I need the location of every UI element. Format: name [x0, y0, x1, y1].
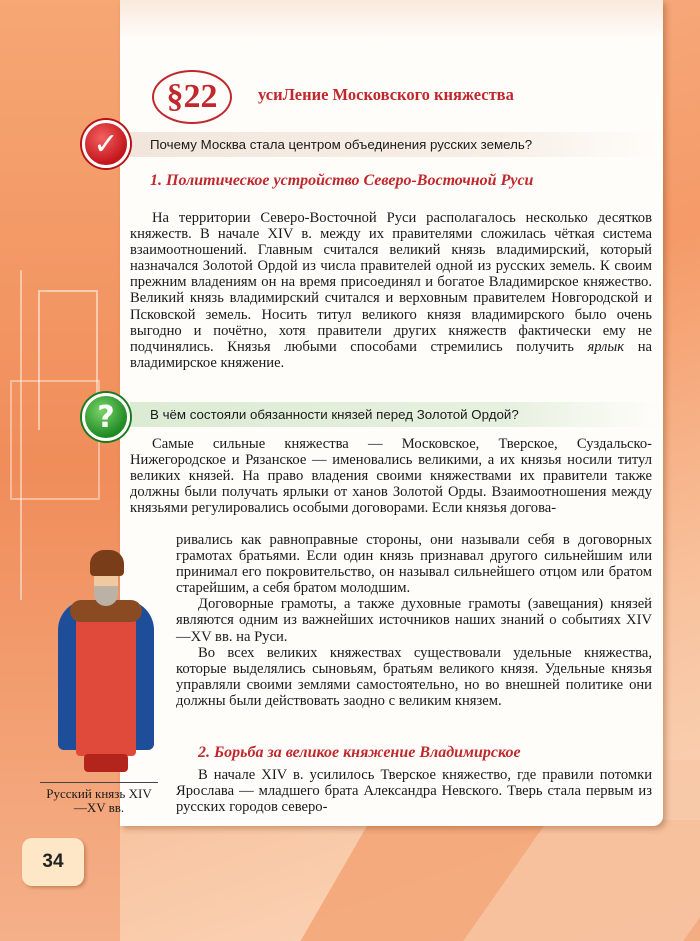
- section-1-paragraph-3: Договорные грамоты, а также духовные грамоты (завещания) князей являются одним из важнейших источников наших знаний о событиях XIV—XV вв. на Руси.: [176, 596, 652, 645]
- prince-coat: [76, 606, 136, 756]
- background-sketch-wall: [10, 380, 100, 500]
- paragraph-number-badge: §22: [152, 70, 232, 124]
- section-2-paragraph-1: В начале XIV в. усилилось Тверское княжество, где правили потомки Ярослава — младшего брата Александра Невского. Тверь стала первым из русских городов северо-: [176, 767, 652, 816]
- page-top-fade: [120, 0, 663, 40]
- section-1-paragraphs-continued: [176, 532, 652, 709]
- section-1-title: 1. Политическое устройство Северо-Восточной Руси: [150, 172, 534, 189]
- section-1-paragraph-1: На территории Северо-Восточной Руси располагалось несколько десятков княжеств. В начале XIV в. между их правителями сложилась чёткая система взаимоотношений. Главным считался великий князь владимирский, который назначался Золотой Ордой из числа правителей одной из русских земель. К своим прежним владениям он на время присоединял и богатое Владимирское княжество. Великий князь владимирский считался и верховным правителем Новгородской и Псковской земель. Носить титул великого князя владимирского было очень выгодно и почётно, хотя правители других княжеств фактически ему не подчинялись. Князья любыми способами стремились получить ярлык на владимирское княжение.: [130, 210, 653, 371]
- main-question-bar: [130, 132, 660, 157]
- term-yarlyk: ярлык: [587, 338, 625, 355]
- question-mark-icon: ?: [82, 393, 130, 441]
- prince-boots: [84, 754, 128, 772]
- section-1-paragraph-2-continued: ривались как равноправные стороны, они называли себя в договорных грамотах братьями. Если один князь признавал другого сильнейшим или принимал его покровительство, он называл сильнейшего отцом или братом старейшим, а себя братом молодшим.: [176, 532, 652, 597]
- inline-question-text: В чём состояли обязанности князей перед Золотой Ордой?: [150, 407, 519, 422]
- figure-caption: Русский князь XIV—XV вв.: [40, 782, 158, 815]
- section-2-title: 2. Борьба за великое княжение Владимирское: [198, 744, 521, 761]
- prince-hat: [90, 550, 124, 576]
- inline-question-bar: [130, 402, 660, 427]
- checkmark-icon: ✓: [82, 120, 130, 168]
- section-1-paragraph-2: Самые сильные княжества — Московское, Тверское, Суздальско-Нижегородское и Рязанское — именовались великими, а их князья носили титул великих князей. На право владения своими княжествами их правители также должны были получать ярлыки от ханов Золотой Орды. Взаимоотношения между князьями регулировались особыми договорами. Если князья догова-: [130, 436, 652, 517]
- section-1-paragraph-4: Во всех великих княжествах существовали удельные княжества, которые выделялись сыновьям, братьям великого князя. Удельные князья управляли своими землями самостоятельно, но во внешней политике они должны были действовать заодно с великим князем.: [176, 644, 652, 709]
- prince-illustration: [50, 550, 160, 780]
- chapter-title: усиЛение Московского княжества: [258, 85, 514, 104]
- main-question-text: Почему Москва стала центром объединения русских земель?: [150, 137, 533, 152]
- page-number: 34: [22, 838, 84, 886]
